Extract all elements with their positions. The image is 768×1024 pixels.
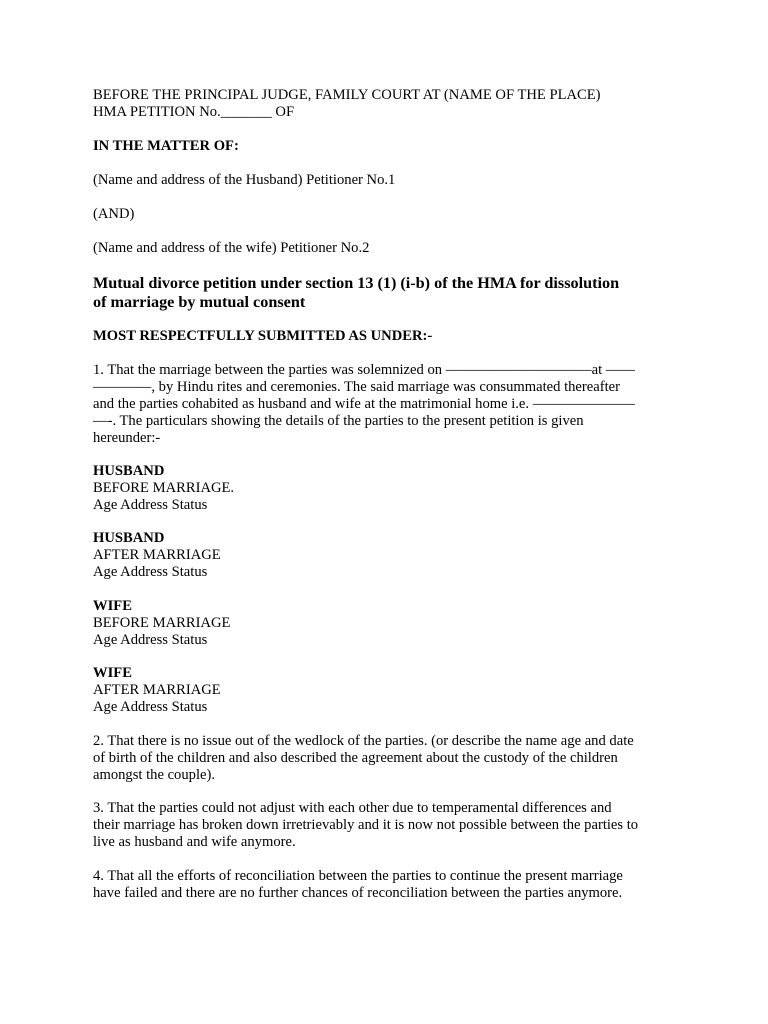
para3-line: live as husband and wife anymore. bbox=[93, 834, 296, 850]
para1-line: —-. The particulars showing the details of the parties to the present petition is given bbox=[93, 413, 584, 429]
para2-line: of birth of the children and also described the agreement about the custody of the children bbox=[93, 750, 618, 766]
party-label: HUSBAND bbox=[93, 530, 165, 546]
party-fields: Age Address Status bbox=[93, 564, 208, 580]
para3-line: 3. That the parties could not adjust with each other due to temperamental differences and bbox=[93, 800, 612, 816]
party-period: BEFORE MARRIAGE. bbox=[93, 480, 235, 496]
para1-line: and the parties cohabited as husband and wife at the matrimonial home i.e. ——————— bbox=[93, 396, 635, 412]
para4-line: 4. That all the efforts of reconciliation between the parties to continue the present marriage bbox=[93, 868, 623, 884]
matter-heading: IN THE MATTER OF: bbox=[93, 138, 239, 154]
petitioner-1: (Name and address of the Husband) Petitioner No.1 bbox=[93, 172, 396, 188]
para4-line: have failed and there are no further chances of reconciliation between the parties anymore. bbox=[93, 885, 623, 901]
submitted-heading: MOST RESPECTFULLY SUBMITTED AS UNDER:- bbox=[93, 328, 433, 344]
party-label: HUSBAND bbox=[93, 463, 165, 479]
party-period: AFTER MARRIAGE bbox=[93, 547, 221, 563]
para1-line: 1. That the marriage between the parties was solemnized on ——————————at —— bbox=[93, 362, 635, 378]
petition-title-line-2: of marriage by mutual consent bbox=[93, 293, 306, 311]
party-label: WIFE bbox=[93, 665, 132, 681]
para3-line: their marriage has broken down irretrievably and it is now not possible between the parties to bbox=[93, 817, 639, 833]
court-line: BEFORE THE PRINCIPAL JUDGE, FAMILY COURT AT (NAME OF THE PLACE) bbox=[93, 87, 601, 103]
para2-line: 2. That there is no issue out of the wedlock of the parties. (or describe the name age and date bbox=[93, 733, 634, 749]
petitioner-2: (Name and address of the wife) Petitioner No.2 bbox=[93, 240, 370, 256]
party-fields: Age Address Status bbox=[93, 497, 208, 513]
party-fields: Age Address Status bbox=[93, 632, 208, 648]
party-label: WIFE bbox=[93, 598, 132, 614]
and-separator: (AND) bbox=[93, 206, 135, 222]
party-period: BEFORE MARRIAGE bbox=[93, 615, 231, 631]
petition-title-line-1: Mutual divorce petition under section 13 (1) (i-b) of the HMA for dissolution bbox=[93, 274, 620, 292]
para2-line: amongst the couple). bbox=[93, 767, 215, 783]
para1-line: ————, by Hindu rites and ceremonies. The said marriage was consummated thereafter bbox=[93, 379, 620, 395]
para1-line: hereunder:- bbox=[93, 430, 161, 446]
party-fields: Age Address Status bbox=[93, 699, 208, 715]
party-period: AFTER MARRIAGE bbox=[93, 682, 221, 698]
petition-number: HMA PETITION No._______ OF bbox=[93, 104, 295, 120]
